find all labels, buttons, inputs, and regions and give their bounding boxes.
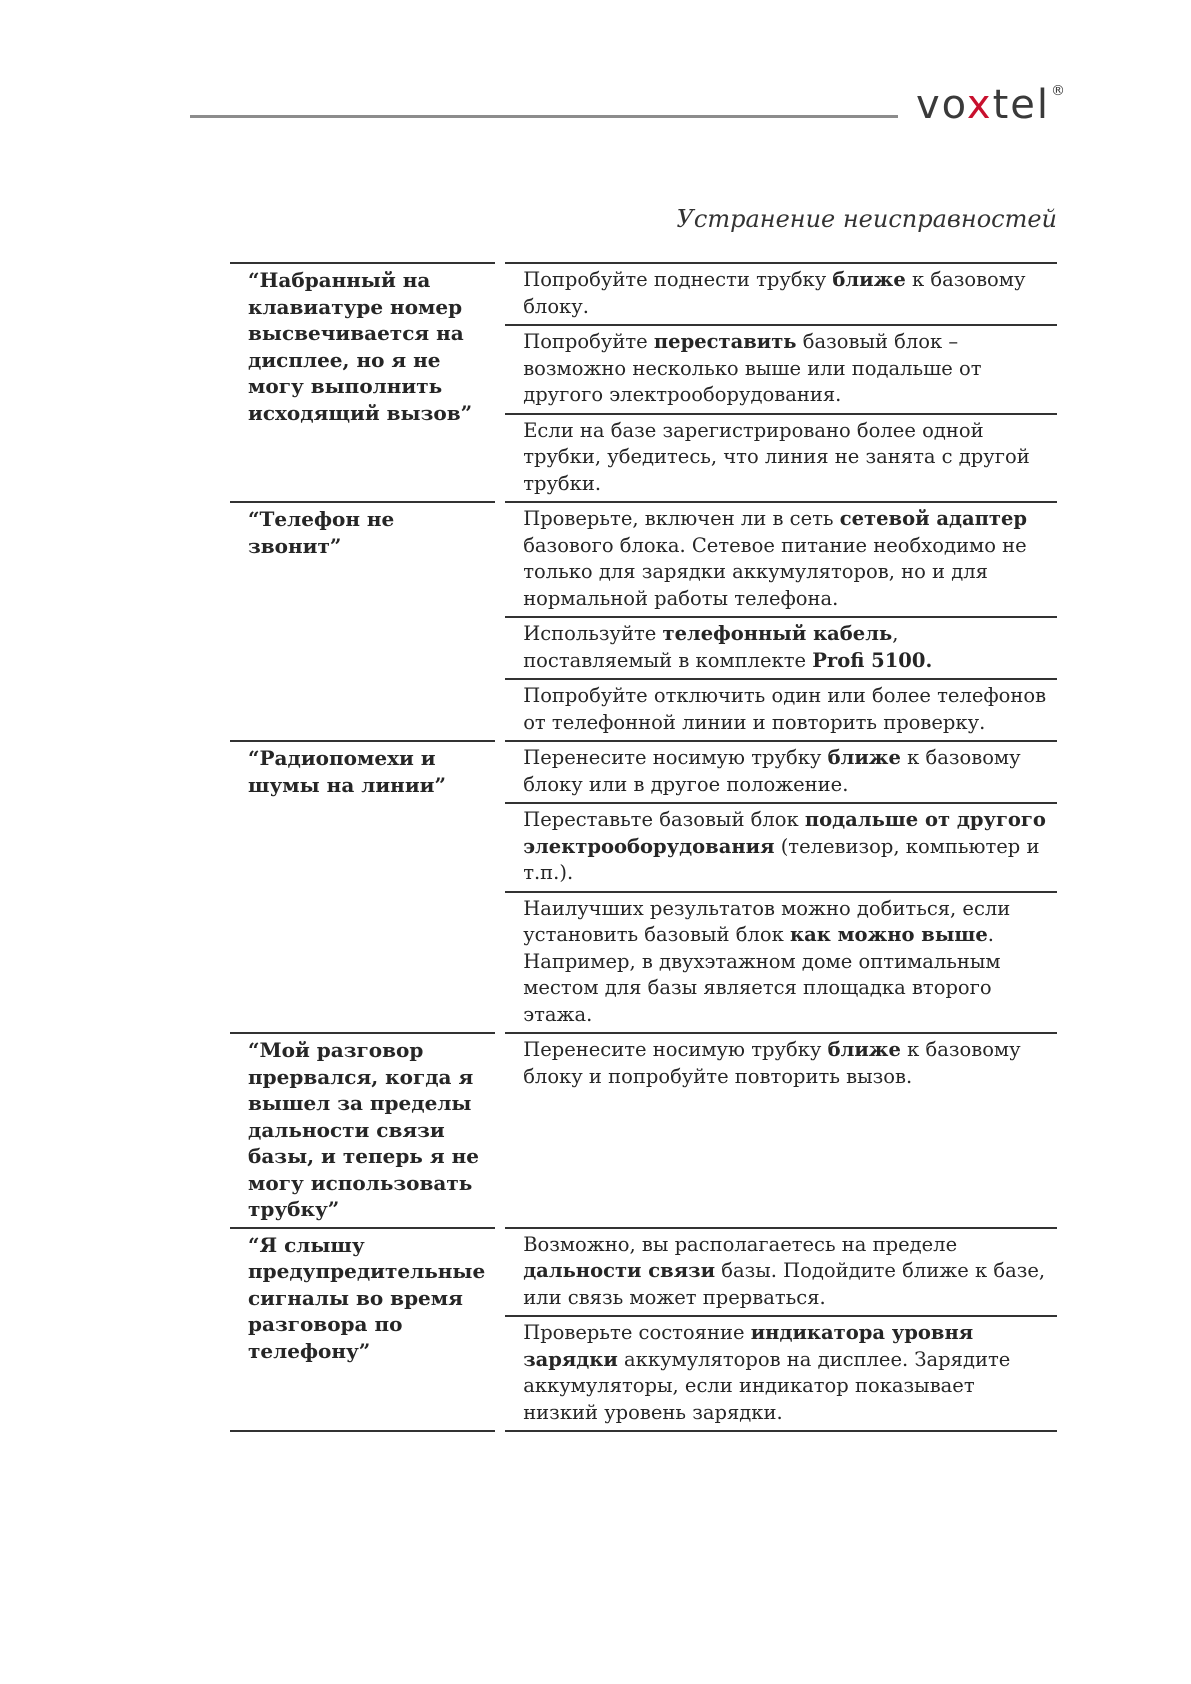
- solution-text: аккумуляторов на дисплее. Зарядите аккумуляторы, если индикатор показывает низкий уровень зарядки.: [523, 1347, 1011, 1424]
- solution-text: базы. Подойдите ближе к базе, или связь может прерваться.: [523, 1259, 1046, 1309]
- solution-text: к базовому блоку.: [523, 268, 1026, 318]
- solution-cell: [505, 679, 1057, 741]
- column-gap: [495, 502, 505, 741]
- solution-text: Попробуйте: [523, 330, 654, 353]
- solution-cell: [505, 1316, 1057, 1431]
- troubleshooting-table-body: [230, 263, 1057, 1431]
- troubleshooting-table: [230, 262, 1057, 1432]
- solution-emphasis: ближе: [827, 746, 901, 769]
- solution-text: к базовому блоку или в другое положение.: [523, 746, 1021, 796]
- solution-cell: [505, 502, 1057, 617]
- solution-text: базовый блок – возможно несколько выше или подальше от другого электрооборудования.: [523, 330, 982, 406]
- solution-emphasis: подальше от другого электрооборудования: [523, 808, 1046, 858]
- table-row: [230, 1033, 1057, 1228]
- solution-emphasis: ближе: [832, 268, 906, 291]
- solution-text: Переставьте базовый блок: [523, 808, 805, 831]
- solution-text: Проверьте, включен ли в сеть: [523, 507, 840, 530]
- problem-cell: “Мой разговор прервался, когда я вышел за пределы дальности связи базы, и теперь я не могу использовать трубку”: [230, 1033, 495, 1228]
- solution-text: Если на базе зарегистрировано более одной трубки, убедитесь, что линия не занята с другой трубки.: [523, 418, 1030, 495]
- solution-cell: [505, 803, 1057, 892]
- problem-cell: “Телефон не звонит”: [230, 502, 495, 741]
- column-gap: [495, 263, 505, 502]
- solution-emphasis: сетевой адаптер: [839, 507, 1027, 530]
- solution-text: , поставляемый в комплекте: [523, 622, 899, 672]
- solution-cell: [505, 263, 1057, 325]
- solution-cell: [505, 325, 1057, 414]
- section-title: Устранение неисправностей: [676, 205, 1057, 233]
- solution-text: Возможно, вы располагаетесь на пределе: [523, 1232, 958, 1256]
- solution-text: Наилучших результатов можно добиться, если установить базовый блок: [523, 896, 1011, 946]
- column-gap: [495, 1228, 505, 1432]
- logo-text-start: vo: [916, 82, 967, 128]
- problem-cell: “Радиопомехи и шумы на линии”: [230, 741, 495, 1033]
- solution-text: Проверьте состояние: [523, 1321, 751, 1344]
- solution-cell: [505, 1033, 1057, 1228]
- problem-cell: “Я слышу предупредительные сигналы во время разговора по телефону”: [230, 1228, 495, 1432]
- solution-text: . Например, в двухэтажном доме оптимальным местом для базы является площадка второго этажа.: [523, 923, 1001, 1026]
- solution-emphasis: как можно выше: [790, 923, 988, 946]
- solution-cell: [505, 414, 1057, 503]
- solution-emphasis: индикатора уровня зарядки: [523, 1321, 974, 1371]
- solution-text: Перенесите носимую трубку: [523, 746, 828, 769]
- voxtel-logo: [916, 80, 1067, 130]
- column-gap: [495, 741, 505, 1033]
- solution-text: Перенесите носимую трубку: [523, 1038, 828, 1061]
- problem-cell: “Набранный на клавиатуре номер высвечивается на дисплее, но я не могу выполнить исходящий вызов”: [230, 263, 495, 502]
- solution-text: базового блока. Сетевое питание необходимо не только для зарядки аккумуляторов, но и для нормальной работы телефона.: [523, 533, 1027, 610]
- solution-text: Используйте: [523, 622, 663, 645]
- solution-text: Попробуйте отключить один или более телефонов от телефонной линии и повторить проверку.: [523, 684, 1047, 734]
- solution-text: Попробуйте поднести трубку: [523, 268, 833, 291]
- solution-cell: [505, 741, 1057, 803]
- table-row: [230, 502, 1057, 617]
- solution-cell: [505, 1228, 1057, 1317]
- solution-emphasis: Profi 5100.: [812, 648, 933, 672]
- logo-x-letter: x: [966, 82, 993, 128]
- column-gap: [495, 1033, 505, 1228]
- solution-cell: [505, 892, 1057, 1034]
- solution-text: к базовому блоку и попробуйте повторить вызов.: [523, 1038, 1021, 1088]
- solution-text: (телевизор, компьютер и т.п.).: [523, 834, 1040, 884]
- solution-emphasis: ближе: [827, 1038, 901, 1061]
- header-rule: [190, 115, 898, 118]
- solution-emphasis: переставить: [653, 330, 797, 353]
- table-row: [230, 1228, 1057, 1317]
- registered-mark: ®: [1051, 83, 1067, 99]
- logo-text-end: tel: [992, 82, 1050, 128]
- solution-emphasis: дальности связи: [523, 1259, 716, 1282]
- table-row: [230, 741, 1057, 803]
- table-row: [230, 263, 1057, 325]
- solution-cell: [505, 617, 1057, 679]
- solution-emphasis: телефонный кабель: [662, 622, 893, 645]
